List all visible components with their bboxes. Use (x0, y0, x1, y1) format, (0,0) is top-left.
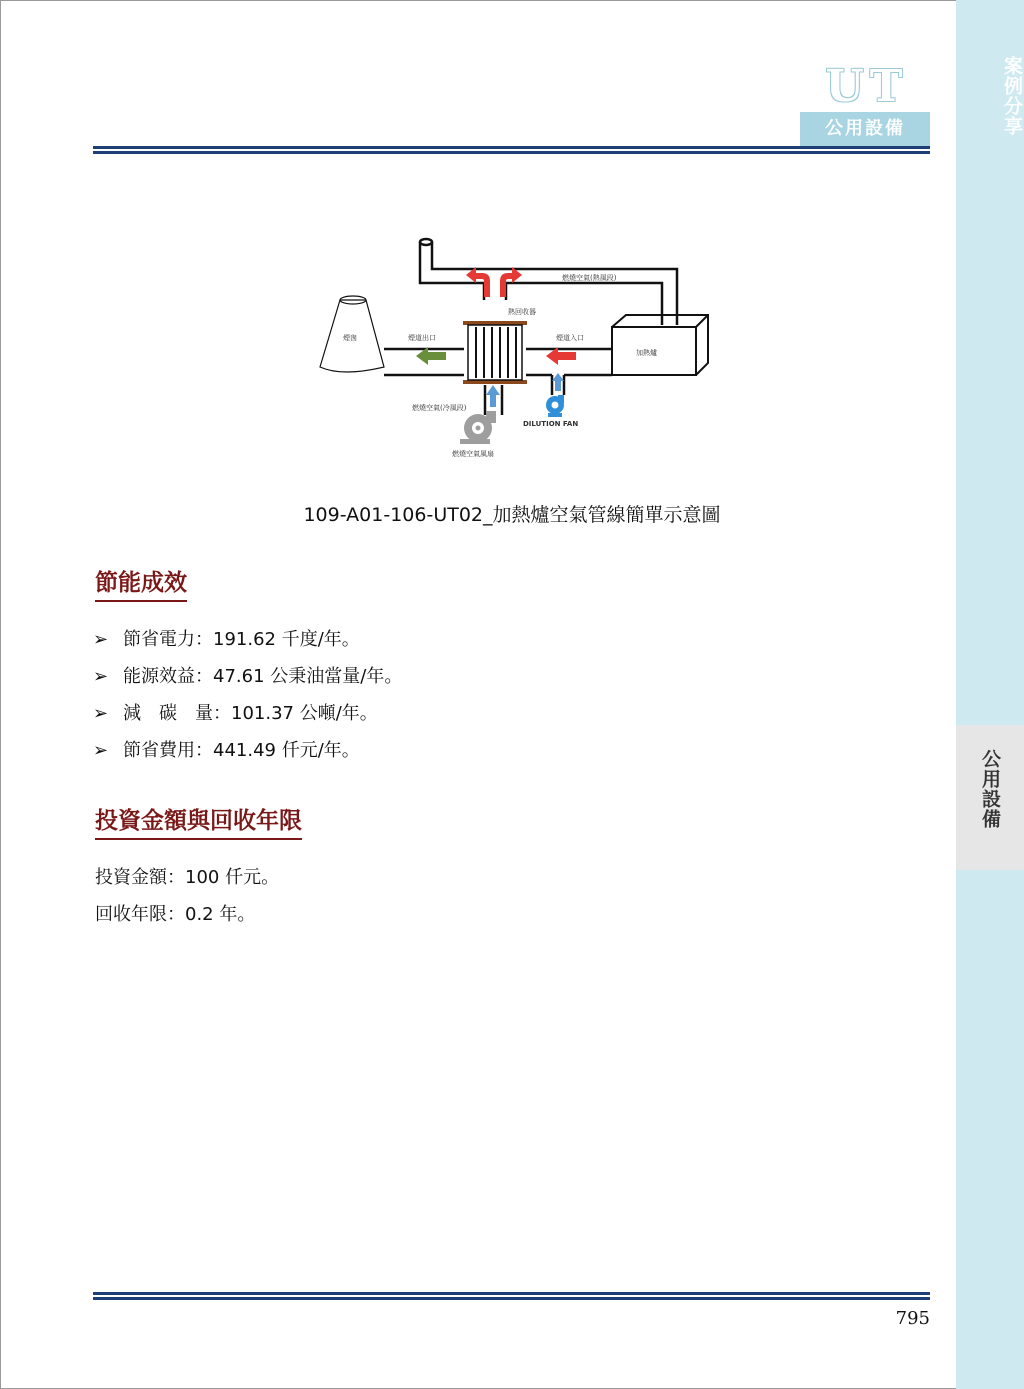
investment-heading: 投資金額與回收年限 (95, 806, 302, 840)
stack-top-pipe (420, 239, 432, 245)
payback-period: 回收年限：0.2 年。 (95, 904, 256, 925)
logo-ut-text: UT (825, 61, 909, 112)
brand-logo (800, 61, 930, 146)
savings-heading: 節能成效 (95, 568, 187, 602)
label-flue-outlet: 煙道出口 (408, 334, 436, 342)
footer-rule (93, 1292, 930, 1300)
side-strip (956, 0, 1024, 1389)
side-tab-utilities[interactable] (956, 725, 1024, 870)
side-tab-utilities-label: 公用設備 (979, 749, 1001, 829)
investment-amount: 投資金額：100 仟元。 (95, 867, 280, 888)
furnace-box (612, 315, 708, 375)
label-flue-inlet: 煙道入口 (556, 334, 584, 342)
bullet-arrow-icon: ➢ (93, 703, 109, 724)
combustion-fan-icon (460, 411, 496, 444)
dilution-fan-icon (546, 395, 564, 417)
label-cold-air: 燃燒空氣(冷風段) (412, 404, 467, 412)
bullet-arrow-icon: ➢ (93, 629, 109, 650)
savings-item-cost: ➢ 節省費用：441.49 仟元/年。 (93, 740, 360, 761)
side-tab-case-sharing[interactable]: 案例分享 (1001, 56, 1023, 136)
hot-air-duct (420, 242, 677, 325)
savings-item-electricity: ➢ 節省電力：191.62 千度/年。 (93, 629, 360, 650)
savings-item-energy: ➢ 能源效益：47.61 公秉油當量/年。 (93, 666, 403, 687)
dilution-air-arrow-icon (552, 373, 564, 391)
bullet-arrow-icon: ➢ (93, 740, 109, 761)
diagram-caption: 109-A01-106-UT02_加熱爐空氣管線簡單示意圖 (303, 504, 721, 526)
heat-recovery-unit (463, 321, 527, 384)
logo-section-label: 公用設備 (800, 112, 930, 146)
label-dilution-fan: DILUTION FAN (523, 420, 579, 428)
header-rule (93, 146, 930, 154)
page-number: 795 (895, 1308, 930, 1329)
label-heat-recovery: 熱回收器 (508, 308, 536, 316)
savings-item-carbon: ➢ 減 碳 量：101.37 公噸/年。 (93, 703, 378, 724)
bullet-arrow-icon: ➢ (93, 666, 109, 687)
label-combustion-fan: 燃燒空氣風扇 (452, 450, 494, 458)
cold-air-arrow-icon (486, 385, 500, 407)
air-duct-diagram (300, 225, 720, 470)
label-hot-air: 燃燒空氣(熱風段) (562, 274, 617, 282)
label-furnace: 加熱爐 (636, 349, 657, 357)
label-chimney: 煙囪 (343, 334, 357, 342)
